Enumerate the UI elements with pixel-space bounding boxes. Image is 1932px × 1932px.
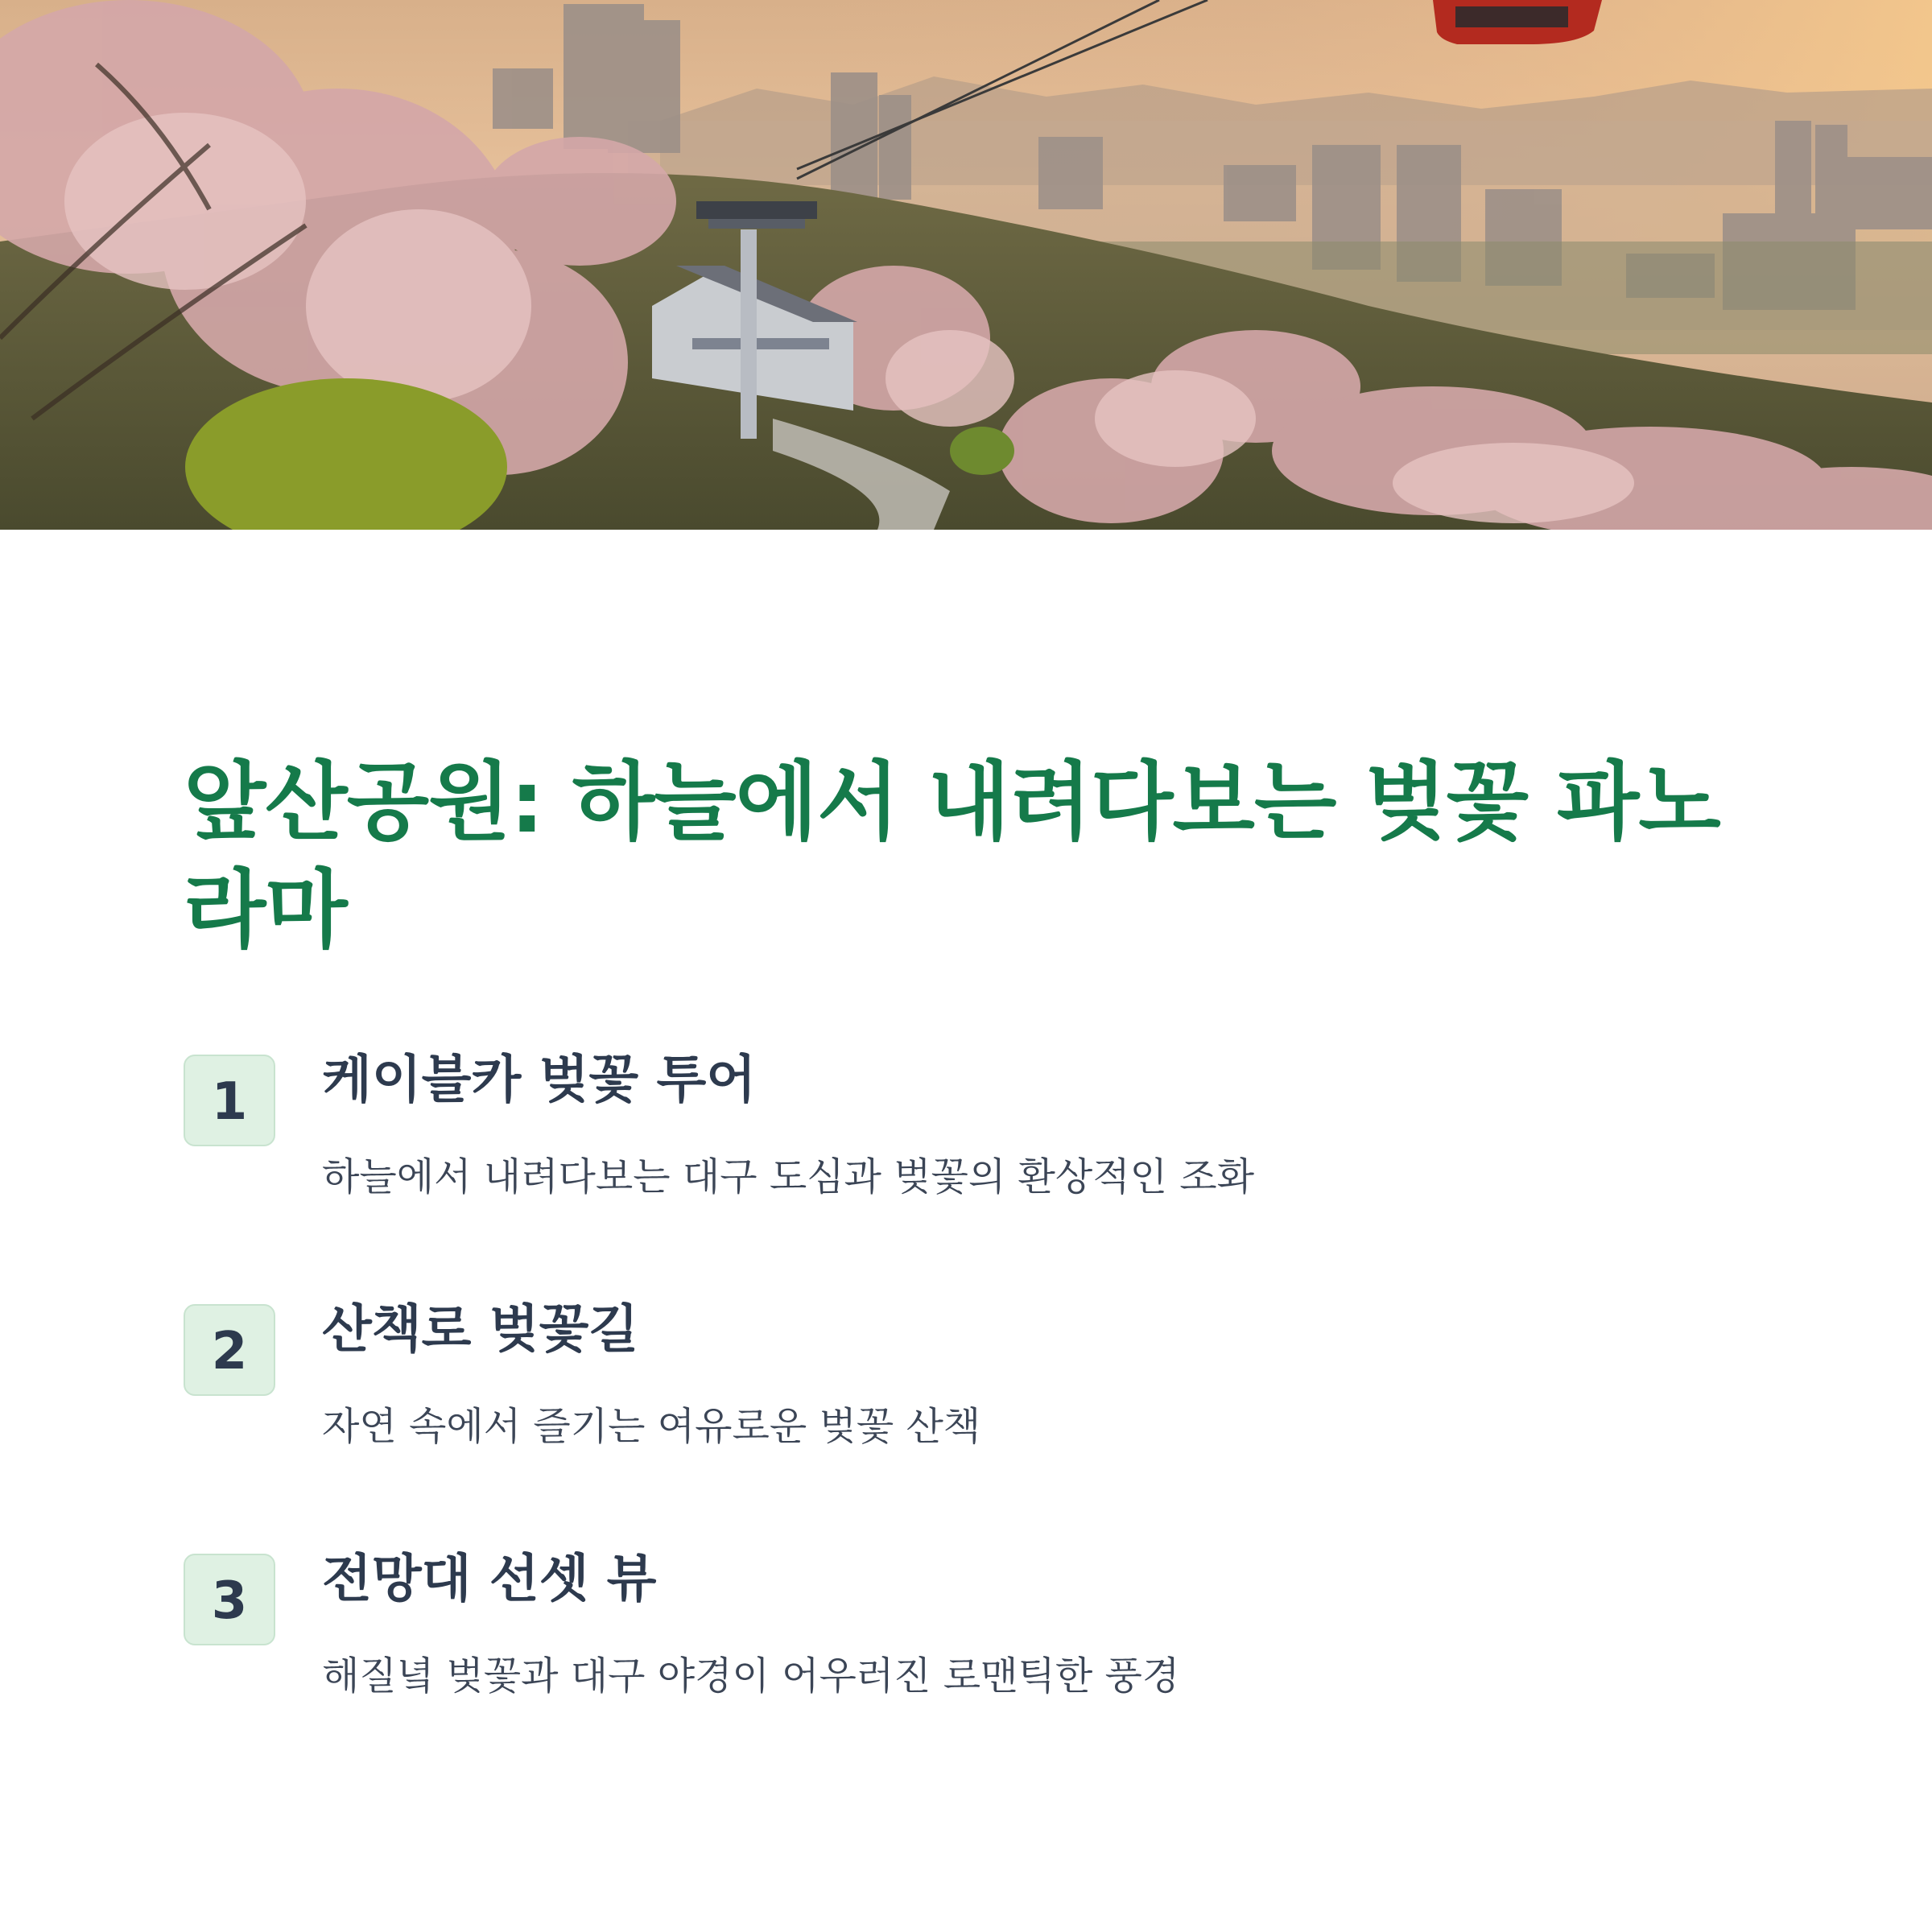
list-item bbox=[184, 1300, 1761, 1497]
hero-image bbox=[0, 0, 1932, 530]
number-badge: 2 bbox=[184, 1304, 275, 1396]
item-description: 자연 속에서 즐기는 여유로운 벚꽃 산책 bbox=[322, 1404, 981, 1449]
item-title: 케이블카 벚꽃 투어 bbox=[322, 1051, 757, 1110]
number-badge: 3 bbox=[184, 1554, 275, 1645]
item-title: 전망대 선셋 뷰 bbox=[322, 1550, 657, 1609]
content-section bbox=[184, 749, 1761, 1699]
list-item bbox=[184, 1051, 1761, 1248]
item-description: 하늘에서 내려다보는 대구 도심과 벚꽃의 환상적인 조화 bbox=[322, 1154, 1255, 1199]
list-item bbox=[184, 1550, 1761, 1747]
item-description: 해질녘 벚꽃과 대구 야경이 어우러진 로맨틱한 풍경 bbox=[322, 1653, 1180, 1699]
item-title: 산책로 벚꽃길 bbox=[322, 1300, 639, 1360]
page-title: 앞산공원: 하늘에서 내려다보는 벚꽃 파노라마 bbox=[184, 753, 1720, 960]
number-badge: 1 bbox=[184, 1055, 275, 1146]
